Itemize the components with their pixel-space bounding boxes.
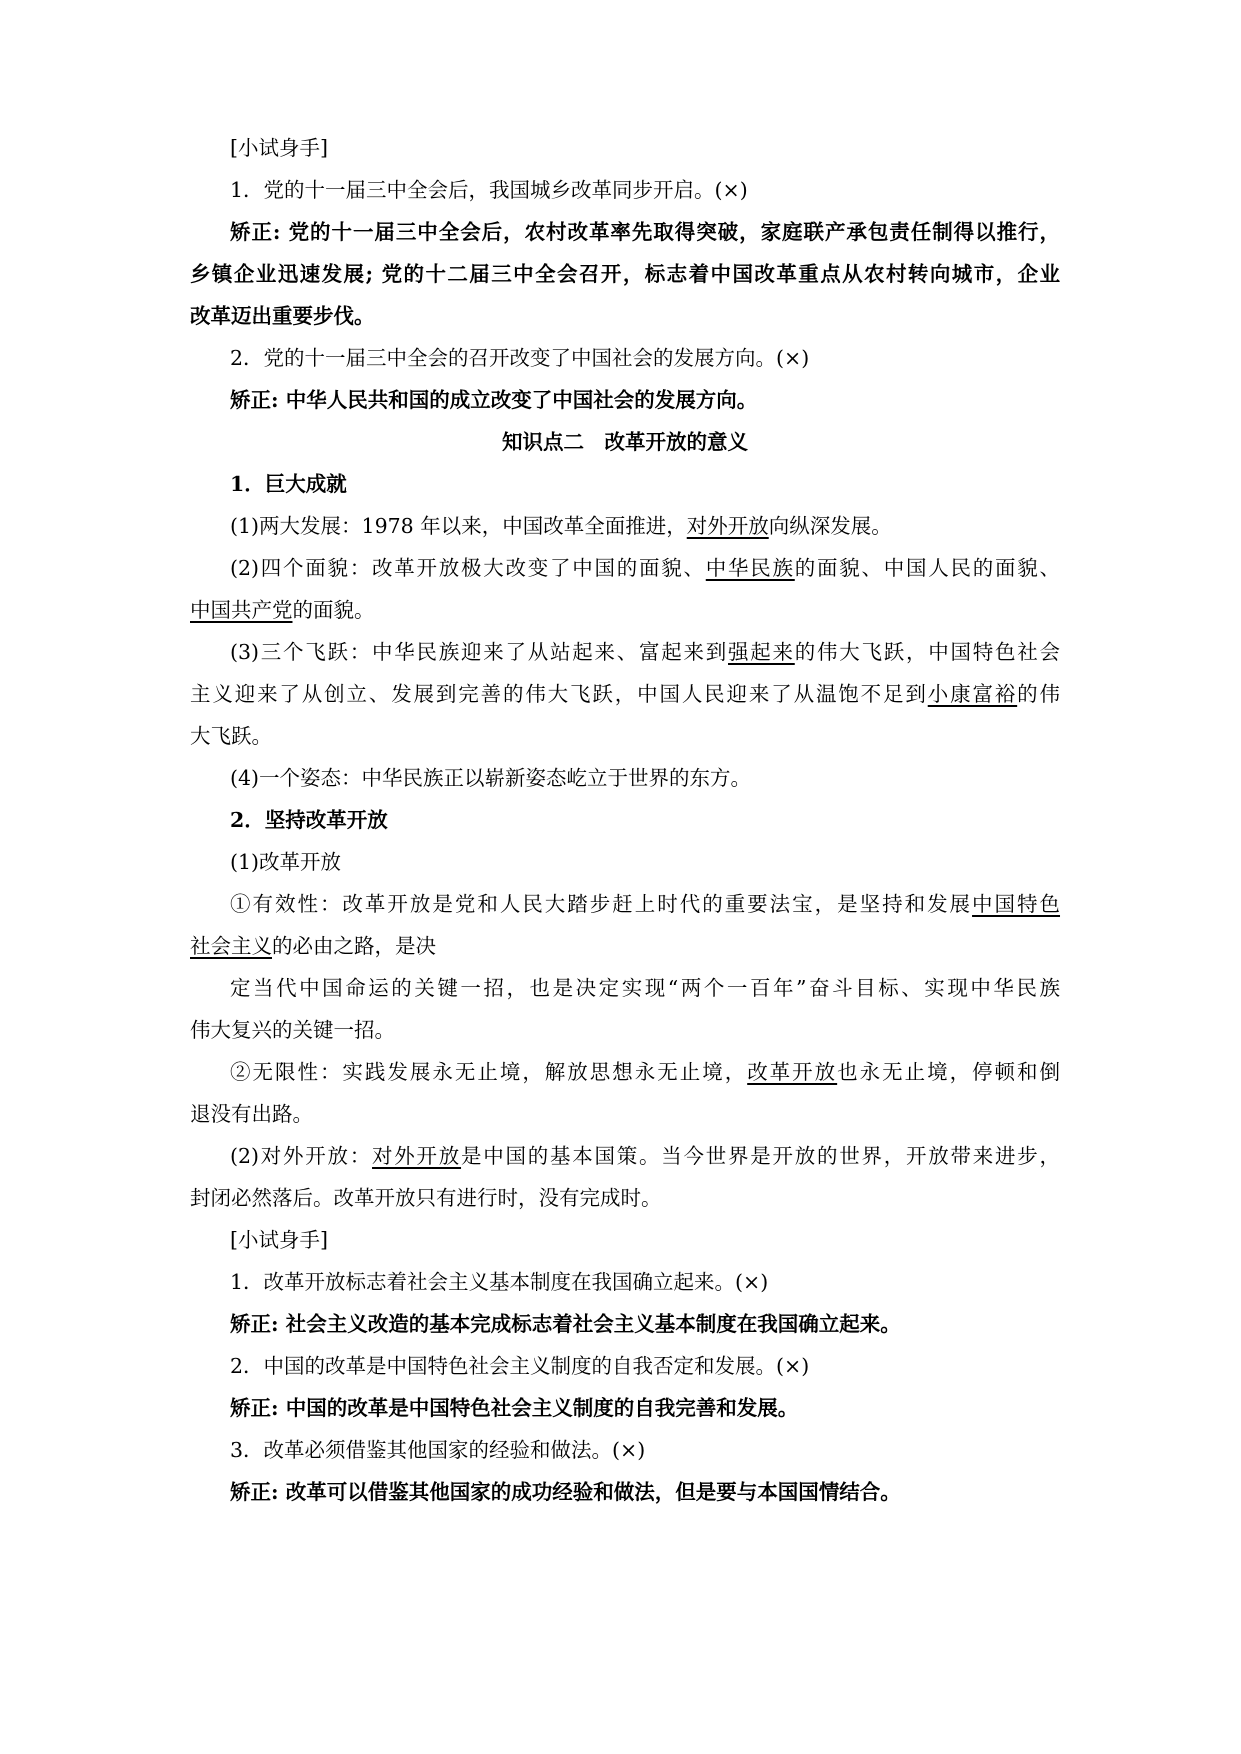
correction-1-line-1: 矫正: 党的十一届三中全会后，农村改革率先取得突破，家庭联产承包责任制得以推行，: [230, 220, 1060, 244]
point-effectiveness-line-3: 定当代中国命运的关键一招，也是决定实现“两个一百年”奋斗目标、实现中华民族: [230, 976, 1060, 1000]
point-reform-opening: (1)改革开放: [230, 850, 342, 874]
section-tag-practice-2: [小试身手]: [230, 1228, 328, 1252]
practice2-item-2: 2．中国的改革是中国特色社会主义制度的自我否定和发展。(×): [230, 1354, 810, 1378]
correction-2: 矫正: 中华人民共和国的成立改变了中国社会的发展方向。: [230, 388, 758, 412]
practice2-correction-3: 矫正: 改革可以借鉴其他国家的成功经验和做法，但是要与本国国情结合。: [230, 1480, 901, 1504]
point-four-aspects-line-1: (2)四个面貌：改革开放极大改变了中国的面貌、中华民族的面貌、中国人民的面貌、: [230, 556, 1061, 580]
correction-1-line-3: 改革迈出重要步伐。: [190, 304, 375, 328]
section-tag-practice-1: [小试身手]: [230, 136, 328, 160]
point-three-leaps-line-2: 主义迎来了从创立、发展到完善的伟大飞跃，中国人民迎来了从温饱不足到小康富裕的伟: [190, 682, 1061, 706]
section-heading: 知识点二 改革开放的意义: [502, 430, 748, 454]
practice2-correction-2: 矫正: 中国的改革是中国特色社会主义制度的自我完善和发展。: [230, 1396, 799, 1420]
point-three-leaps-line-1: (3)三个飞跃：中华民族迎来了从站起来、富起来到强起来的伟大飞跃，中国特色社会: [230, 640, 1061, 664]
point-two-developments: (1)两大发展：1978 年以来，中国改革全面推进，对外开放向纵深发展。: [230, 514, 892, 538]
point-opening-up-line-1: (2)对外开放：对外开放是中国的基本国策。当今世界是开放的世界，开放带来进步，: [230, 1144, 1060, 1168]
point-effectiveness-line-2: 社会主义的必由之路，是决: [190, 934, 436, 958]
practice-item-1: 1．党的十一届三中全会后，我国城乡改革同步开启。(×): [230, 178, 748, 202]
subheading-achievements: 1．巨大成就: [230, 472, 347, 496]
practice2-item-3: 3．改革必须借鉴其他国家的经验和做法。(×): [230, 1438, 646, 1462]
point-four-aspects-line-2: 中国共产党的面貌。: [190, 598, 375, 622]
point-infinity-line-2: 退没有出路。: [190, 1102, 313, 1126]
point-three-leaps-line-3: 大飞跃。: [190, 724, 272, 748]
practice-item-2: 2．党的十一届三中全会的召开改变了中国社会的发展方向。(×): [230, 346, 810, 370]
point-effectiveness-line-1: ①有效性：改革开放是党和人民大踏步赶上时代的重要法宝，是坚持和发展中国特色: [230, 892, 1061, 916]
practice2-item-1: 1．改革开放标志着社会主义基本制度在我国确立起来。(×): [230, 1270, 769, 1294]
practice2-correction-1: 矫正: 社会主义改造的基本完成标志着社会主义基本制度在我国确立起来。: [230, 1312, 901, 1336]
subheading-persist-reform: 2．坚持改革开放: [230, 808, 388, 832]
correction-1-line-2: 乡镇企业迅速发展; 党的十二届三中全会召开，标志着中国改革重点从农村转向城市，企业: [190, 262, 1060, 286]
point-opening-up-line-2: 封闭必然落后。改革开放只有进行时，没有完成时。: [190, 1186, 662, 1210]
point-effectiveness-line-4: 伟大复兴的关键一招。: [190, 1018, 395, 1042]
point-infinity-line-1: ②无限性：实践发展永无止境，解放思想永无止境，改革开放也永无止境，停顿和倒: [230, 1060, 1061, 1084]
point-one-posture: (4)一个姿态：中华民族正以崭新姿态屹立于世界的东方。: [230, 766, 752, 790]
